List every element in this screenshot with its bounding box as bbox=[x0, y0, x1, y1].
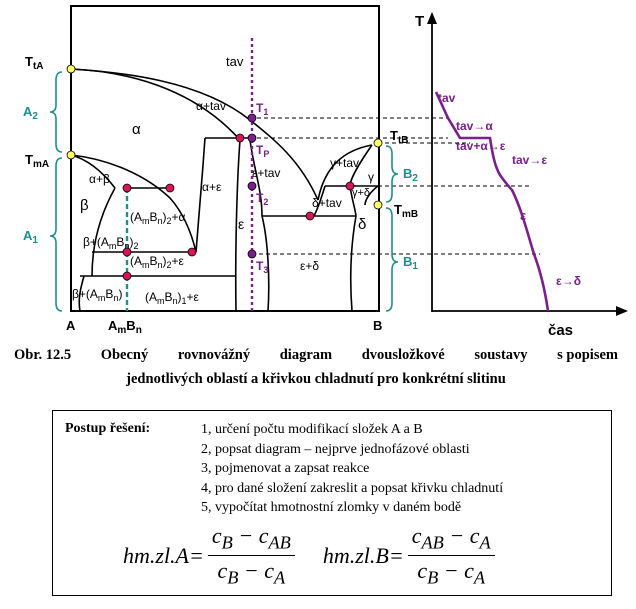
region-alpha-beta: α+β bbox=[89, 172, 110, 186]
cooling-label-tav-alpha: tav→α bbox=[456, 119, 493, 133]
label-A2: $A_2$ bbox=[23, 104, 38, 122]
cooling-label-tav-eps: tav→ε bbox=[512, 153, 548, 167]
marker-Tp bbox=[248, 134, 256, 142]
region-delta: δ bbox=[358, 216, 367, 233]
label-B1: $B_1$ bbox=[403, 254, 418, 272]
caption-word: diagram bbox=[279, 347, 333, 363]
region-beta: β bbox=[80, 197, 89, 214]
region-alpha: α bbox=[132, 121, 141, 138]
label-B2: $B_2$ bbox=[403, 166, 418, 184]
label-TmA: $T_{mA}$ bbox=[25, 152, 50, 170]
procedure-step: 4, pro dané složení zakreslit a popsat křivku chladnutí bbox=[201, 480, 504, 496]
brace-B1 bbox=[386, 208, 398, 311]
region-beta-ambn2: $\beta+(A_mB_n)_2$ bbox=[83, 235, 139, 251]
region-eps: ε bbox=[238, 216, 245, 232]
caption-word: soustavy bbox=[474, 347, 528, 363]
mass-fraction-formulas bbox=[123, 523, 495, 589]
caption-word: rovnovážný bbox=[177, 347, 251, 363]
cooling-label-eps: ε bbox=[520, 208, 527, 223]
region-gamma-tav: γ+tav bbox=[330, 156, 360, 170]
marker-eutectic-delta bbox=[306, 212, 314, 220]
marker-TtA bbox=[67, 65, 75, 73]
marker-eutectoid-2 bbox=[166, 184, 174, 192]
region-labels bbox=[72, 54, 374, 306]
procedure-step: 5, vypočítat hmotnostní zlomky v daném bodě bbox=[201, 500, 462, 515]
formula-fraction bbox=[408, 523, 495, 589]
cooling-axis-time: čas bbox=[548, 322, 574, 339]
cooling-label-tav: tav bbox=[438, 91, 456, 105]
label-T1: $T_1$ bbox=[256, 101, 269, 117]
marker-T2 bbox=[248, 182, 256, 190]
region-gamma-delta: γ+δ bbox=[352, 187, 371, 199]
formula-denominator: $c_B - c_A$ bbox=[217, 558, 286, 588]
caption-line-2: jednotlivých oblastí a křivkou chladnutí pro konkrétní slitinu bbox=[126, 371, 506, 387]
procedure-step: 1, určení počtu modifikací složek A a B bbox=[201, 422, 423, 437]
formula-mass-fraction-A bbox=[123, 523, 295, 589]
region-alpha-eps: α+ε bbox=[202, 180, 222, 194]
brace-A2 bbox=[50, 72, 62, 152]
axis-label-A: A bbox=[66, 318, 76, 333]
formula-lhs: hm.zl.B bbox=[322, 542, 389, 568]
marker-T1 bbox=[248, 114, 256, 122]
formula-lhs: hm.zl.A bbox=[123, 542, 189, 568]
region-eps-tav: ε+tav bbox=[252, 166, 281, 180]
label-TtA: $T_{tA}$ bbox=[25, 54, 44, 72]
procedure-title: Postup řešení: bbox=[65, 421, 151, 436]
label-A1: $A_1$ bbox=[23, 228, 38, 246]
region-gamma: γ bbox=[368, 170, 374, 184]
procedure-step: 2, popsat diagram – nejprve jednofázové oblasti bbox=[201, 441, 470, 457]
procedure-box bbox=[52, 410, 612, 596]
region-ambn2-eps: $(A_mB_n)_2+\varepsilon$ bbox=[130, 254, 184, 270]
formula-equals: = bbox=[189, 542, 204, 568]
cooling-labels bbox=[438, 91, 581, 288]
marker-peritectic bbox=[236, 134, 244, 142]
region-beta-ambn1: $\beta+(A_mB_n)$ bbox=[72, 287, 123, 303]
region-ambn2-alpha: $(A_mB_n)_2+\alpha$ bbox=[130, 210, 186, 226]
brace-B2 bbox=[386, 146, 398, 202]
marker-TmA bbox=[67, 151, 75, 159]
marker-TmB bbox=[374, 201, 382, 209]
formula-numerator: $c_B - c_{AB}$ bbox=[208, 523, 295, 556]
composition-axis-labels bbox=[66, 318, 382, 336]
marker-eutectoid-1 bbox=[123, 184, 131, 192]
caption-word: dvousložkové bbox=[361, 347, 445, 363]
caption-word: s popisem bbox=[557, 347, 618, 363]
marker-reaction-4 bbox=[188, 248, 196, 256]
formula-fraction bbox=[208, 523, 295, 589]
marker-reaction-5 bbox=[123, 272, 131, 280]
caption-word: Obr. 12.5 bbox=[14, 347, 72, 363]
figure-caption bbox=[14, 343, 618, 391]
region-ambn1-eps: $(A_mB_n)_1+\varepsilon$ bbox=[145, 290, 199, 306]
formula-denominator: $c_B - c_A$ bbox=[417, 558, 486, 588]
axis-label-AmBn: $A_mB_n$ bbox=[108, 318, 142, 336]
label-TmB: $T_{mB}$ bbox=[394, 202, 419, 220]
cooling-label-tav-alpha-eps: tav+α→ε bbox=[456, 139, 506, 153]
procedure-step: 3, pojmenovat a zapsat reakce bbox=[201, 461, 370, 476]
formula-mass-fraction-B bbox=[323, 523, 495, 589]
label-TtB: $T_{tB}$ bbox=[390, 128, 409, 146]
marker-T3 bbox=[248, 250, 256, 258]
cooling-label-eps-delta: ε→δ bbox=[556, 274, 581, 288]
cooling-axis-T: T bbox=[415, 13, 425, 30]
marker-TtB bbox=[374, 139, 382, 147]
procedure-steps bbox=[201, 420, 503, 518]
region-alpha-tav: α+tav bbox=[196, 99, 226, 113]
formula-equals: = bbox=[388, 542, 404, 568]
label-Tp: $T_P$ bbox=[256, 143, 270, 159]
formula-numerator: $c_{AB} - c_A$ bbox=[408, 523, 495, 556]
region-tav: tav bbox=[226, 54, 244, 69]
region-eps-delta: ε+δ bbox=[300, 259, 320, 273]
caption-word: Obecný bbox=[100, 347, 149, 363]
label-T2: $T_2$ bbox=[256, 191, 269, 207]
label-T3: $T_3$ bbox=[256, 259, 269, 275]
axis-label-B: B bbox=[373, 318, 383, 333]
caption-line-1 bbox=[14, 343, 618, 367]
brace-A1 bbox=[50, 158, 62, 311]
region-delta-tav: δ+tav bbox=[312, 196, 342, 210]
